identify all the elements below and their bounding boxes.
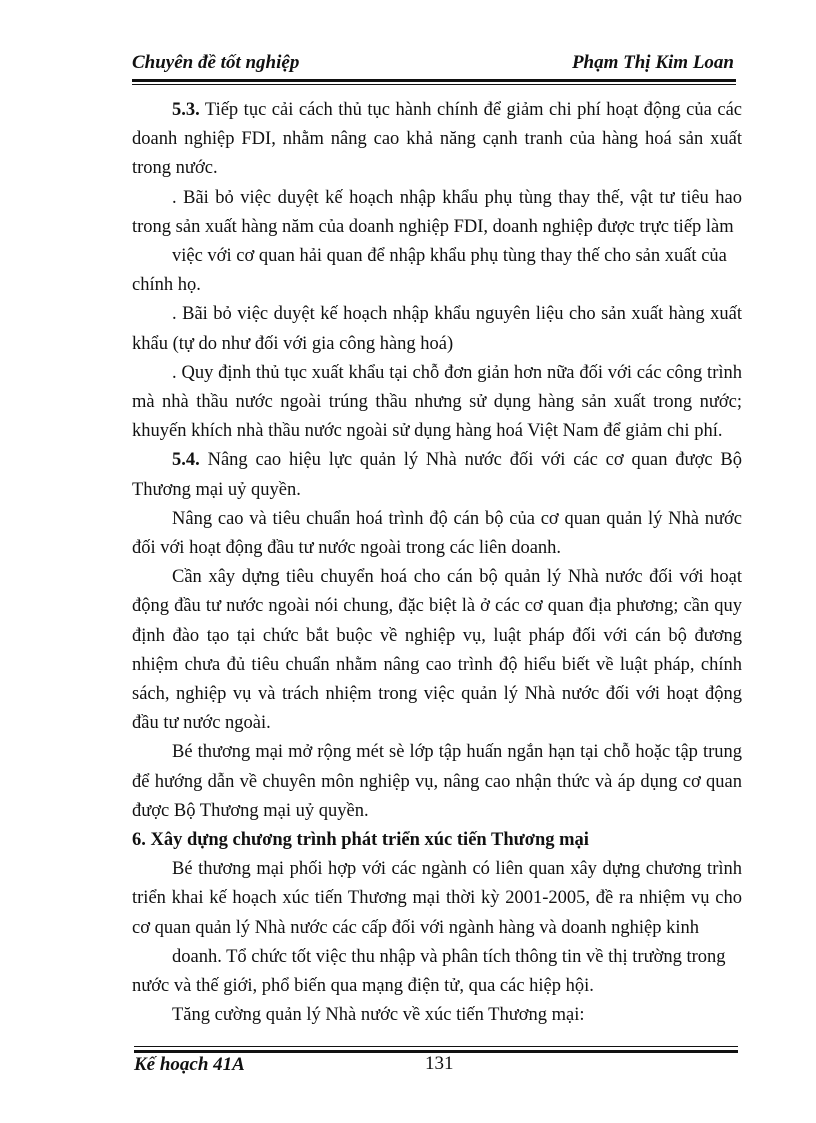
- paragraph: Nâng cao và tiêu chuẩn hoá trình độ cán bộ của cơ quan quản lý Nhà nước đối với hoạt động đầu tư nước ngoài trong các liên doanh.: [132, 508, 742, 559]
- page-body: [132, 96, 742, 1031]
- paragraph-bullet-3: . Quy định thủ tục xuất khẩu tại chỗ đơn giản hơn nữa đối với các công trình mà nhà thầu nước ngoài trúng thầu nhưng sử dụng hàng sản xuất trong nước; khuyến khích nhà thầu nước ngoài sử dụng hàng hoá Việt Nam để giảm chi phí.: [132, 362, 742, 442]
- section-heading-6: 6. Xây dựng chương trình phát triển xúc tiến Thương mại: [132, 830, 589, 851]
- paragraph-9a: Bé thương mại phối hợp với các ngành có liên quan xây dựng chương trình triển khai kế hoạch xúc tiến Thương mại thời kỳ 2001-2005, đề ra nhiệm vụ cho cơ quan quản lý Nhà nước các cấp đối với ngành hàng và doanh nghiệp kinh: [132, 859, 742, 938]
- header-rule-thin: [132, 84, 736, 85]
- paragraph-text: Tiếp tục cải cách thủ tục hành chính để giảm chi phí hoạt động của các doanh nghiệp FDI, nhằm nâng cao khả năng cạnh tranh của hàng hoá sản xuất trong nước.: [132, 100, 742, 179]
- footer-rule-thin: [134, 1046, 738, 1047]
- page-header: [132, 50, 734, 78]
- footer-class-label: Kế hoạch 41A: [134, 1054, 245, 1075]
- header-author: Phạm Thị Kim Loan: [571, 52, 734, 73]
- paragraph-bullet-2: . Bãi bỏ việc duyệt kế hoạch nhập khẩu nguyên liệu cho sản xuất hàng xuất khẩu (tự do như đối với gia công hàng hoá): [132, 304, 742, 354]
- section-number: 5.4.: [172, 450, 200, 471]
- paragraph-bullet-1b: việc với cơ quan hải quan để nhập khẩu phụ tùng thay thế cho sản xuất của: [172, 246, 727, 267]
- paragraph: Tăng cường quản lý Nhà nước về xúc tiến Thương mại:: [172, 1005, 585, 1026]
- paragraph-bullet-1a: . Bãi bỏ việc duyệt kế hoạch nhập khẩu phụ tùng thay thế, vật tư tiêu hao trong sản xuất hàng năm của doanh nghiệp FDI, doanh nghiệp được trực tiếp làm: [132, 187, 742, 237]
- header-rule-thick: [132, 79, 736, 82]
- page-number: 131: [425, 1053, 454, 1074]
- paragraph-5-4: [132, 446, 742, 504]
- header-document-title: Chuyên đề tốt nghiệp: [132, 52, 300, 73]
- paragraph-9c: nước và thế giới, phổ biến qua mạng điện tử, qua các hiệp hội.: [132, 976, 594, 997]
- paragraph: Bé thương mại mở rộng mét sè lớp tập huấn ngắn hạn tại chỗ hoặc tập trung để hướng dẫn về chuyên môn nghiệp vụ, nâng cao nhận thức và áp dụng cơ quan được Bộ Thương mại uỷ quyền.: [132, 742, 742, 821]
- section-number: 5.3.: [172, 100, 200, 120]
- paragraph-text: Nâng cao hiệu lực quản lý Nhà nước đối với các cơ quan được Bộ Thương mại uỷ quyền.: [132, 450, 742, 500]
- paragraph: Cần xây dựng tiêu chuyển hoá cho cán bộ quản lý Nhà nước đối với hoạt động đầu tư nước ngoài nói chung, đặc biệt là ở các cơ quan địa phương; cần quy định đào tạo tại chức bắt buộc về nghiệp vụ, luật pháp đối với cán bộ đương nhiệm chưa đủ tiêu chuẩn nhằm nâng cao trình độ hiểu biết về luật pháp, chính sách, nghiệp vụ và trách nhiệm trong việc quản lý Nhà nước đối với hoạt động đầu tư nước ngoài.: [132, 567, 742, 734]
- paragraph-9b: doanh. Tổ chức tốt việc thu nhập và phân tích thông tin về thị trường trong: [172, 946, 726, 967]
- paragraph-bullet-1c: chính họ.: [132, 275, 201, 296]
- paragraph-5-3: [132, 96, 742, 184]
